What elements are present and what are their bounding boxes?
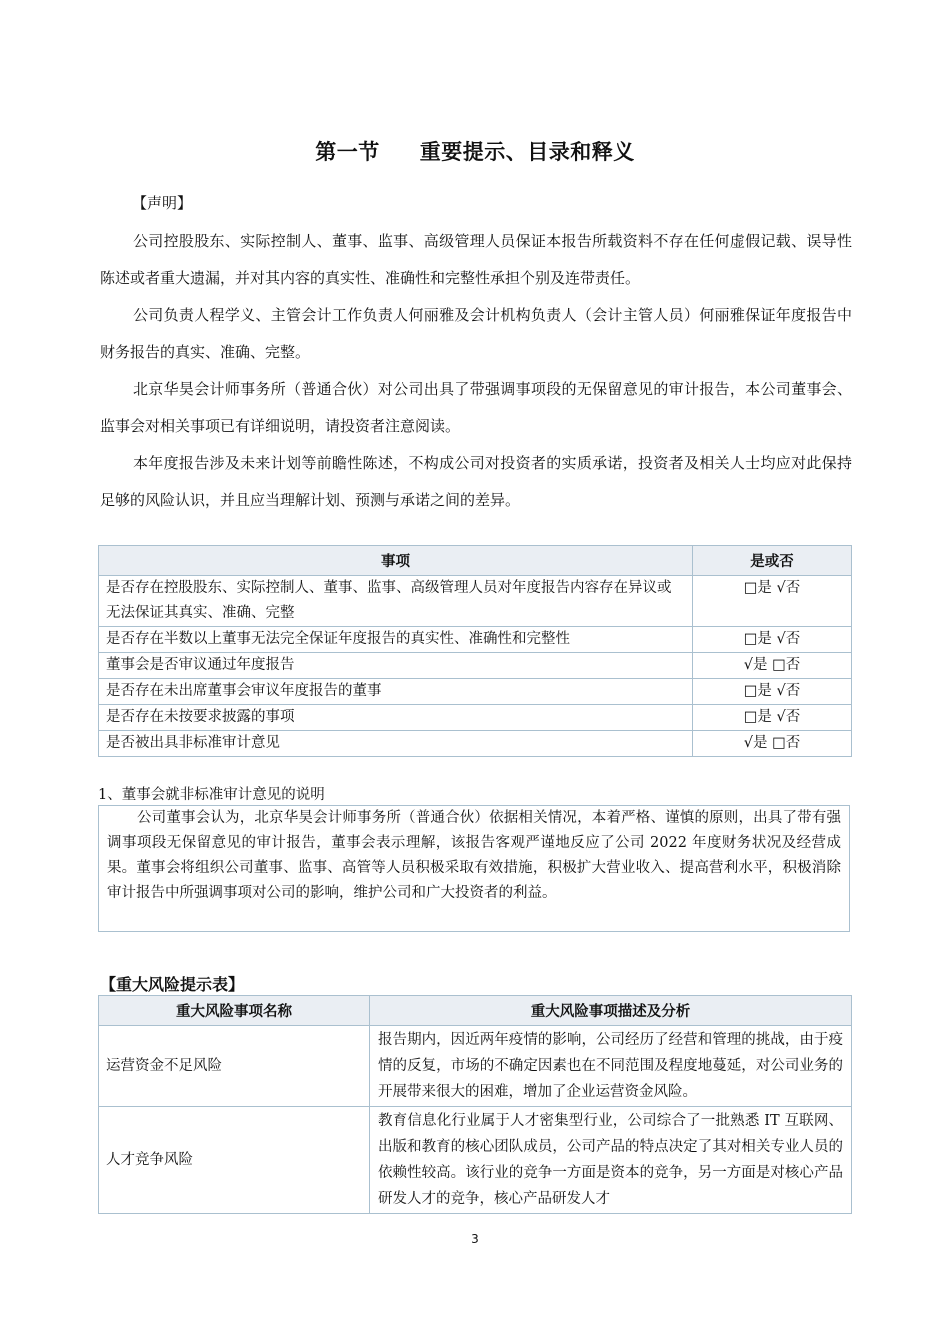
- section-title: [0, 136, 950, 166]
- column-header: 是或否: [693, 546, 852, 576]
- item-cell: 董事会是否审议通过年度报告: [99, 653, 693, 679]
- page-number: 3: [471, 1232, 479, 1246]
- confirmation-table: [98, 545, 852, 757]
- statement-heading: 【声明】: [132, 194, 193, 212]
- column-header: 重大风险事项描述及分析: [370, 996, 852, 1026]
- risk-table: [98, 995, 852, 1214]
- statement-paragraph: 公司负责人程学义、主管会计工作负责人何丽雅及会计机构负责人（会计主管人员）何丽雅保证年度报告中财务报告的真实、准确、完整。: [100, 306, 852, 361]
- item-cell: 是否存在未出席董事会审议年度报告的董事: [99, 679, 693, 705]
- audit-note-box: 公司董事会认为，北京华昊会计师事务所（普通合伙）依据相关情况，本着严格、谨慎的原则，出具了带有强调事项段无保留意见的审计报告，董事会表示理解，该报告客观严谨地反应了公司 2022 年度财务状况及经营成果。董事会将组织公司董事、监事、高管等人员积极采取有效措施，积极扩大营业收入、提高营利水平，积极消除审计报告中所强调事项对公司的影响，维护公司和广大投资者的利益。: [98, 805, 850, 932]
- risk-table-heading: 【重大风险提示表】: [100, 975, 245, 994]
- column-header: 事项: [99, 546, 693, 576]
- table-header-row: [99, 996, 852, 1026]
- risk-name-cell: 运营资金不足风险: [99, 1026, 370, 1107]
- table-header-row: [99, 546, 852, 576]
- answer-cell: □是 √否: [693, 705, 852, 731]
- table-row: [99, 653, 852, 679]
- column-header: 重大风险事项名称: [99, 996, 370, 1026]
- answer-cell: □是 √否: [693, 679, 852, 705]
- statement-paragraph: 公司控股股东、实际控制人、董事、监事、高级管理人员保证本报告所载资料不存在任何虚假记载、误导性陈述或者重大遗漏，并对其内容的真实性、准确性和完整性承担个别及连带责任。: [100, 232, 852, 287]
- table-row: [99, 1026, 852, 1107]
- risk-name-cell: 人才竞争风险: [99, 1107, 370, 1214]
- section-title-prefix: 第一节: [315, 140, 380, 164]
- risk-desc-cell: 教育信息化行业属于人才密集型行业，公司综合了一批熟悉 IT 互联网、出版和教育的核心团队成员，公司产品的特点决定了其对相关专业人员的依赖性较高。该行业的竞争一方面是资本的竞争，另一方面是对核心产品研发人才的竞争，核心产品研发人才: [370, 1107, 852, 1214]
- statement-paragraph: 本年度报告涉及未来计划等前瞻性陈述，不构成公司对投资者的实质承诺，投资者及相关人士均应对此保持足够的风险认识，并且应当理解计划、预测与承诺之间的差异。: [100, 454, 852, 509]
- answer-cell: √是 □否: [693, 731, 852, 757]
- item-cell: 是否存在半数以上董事无法完全保证年度报告的真实性、准确性和完整性: [99, 627, 693, 653]
- table-row: [99, 731, 852, 757]
- table-row: [99, 627, 852, 653]
- table-row: [99, 576, 852, 627]
- table-row: [99, 705, 852, 731]
- risk-desc-cell: 报告期内，因近两年疫情的影响，公司经历了经营和管理的挑战，由于疫情的反复，市场的不确定因素也在不同范围及程度地蔓延，对公司业务的开展带来很大的困难，增加了企业运营资金风险。: [370, 1026, 852, 1107]
- item-cell: 是否存在控股股东、实际控制人、董事、监事、高级管理人员对年度报告内容存在异议或无法保证其真实、准确、完整: [99, 576, 693, 627]
- section-title-name: 重要提示、目录和释义: [419, 140, 635, 164]
- audit-note-heading: 1、董事会就非标准审计意见的说明: [98, 787, 325, 803]
- answer-cell: □是 √否: [693, 627, 852, 653]
- answer-cell: □是 √否: [693, 576, 852, 627]
- item-cell: 是否被出具非标准审计意见: [99, 731, 693, 757]
- item-cell: 是否存在未按要求披露的事项: [99, 705, 693, 731]
- statement-paragraph: 北京华昊会计师事务所（普通合伙）对公司出具了带强调事项段的无保留意见的审计报告，本公司董事会、监事会对相关事项已有详细说明，请投资者注意阅读。: [100, 380, 852, 435]
- table-row: [99, 679, 852, 705]
- answer-cell: √是 □否: [693, 653, 852, 679]
- table-row: [99, 1107, 852, 1214]
